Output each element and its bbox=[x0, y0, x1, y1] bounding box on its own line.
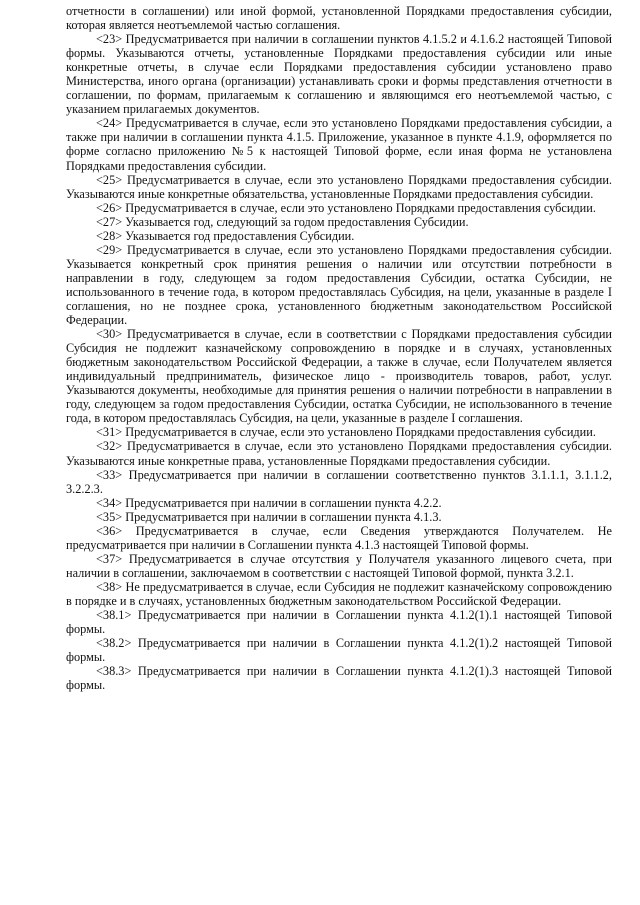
footnote-27: <27> Указывается год, следующий за годом предоставления Субсидии. bbox=[96, 214, 469, 229]
footnote-38: <38> Не предусматривается в случае, если Субсидия не подлежит казначейскому сопровождению в порядке и в случаях, установленных бюджетным законодательством Российской Федерации. bbox=[66, 579, 612, 608]
footnote-34: <34> Предусматривается при наличии в соглашении пункта 4.2.2. bbox=[96, 495, 442, 510]
footnote-26: <26> Предусматривается в случае, если это установлено Порядками предоставления субсидии. bbox=[96, 200, 596, 215]
footnote-24: <24> Предусматривается в случае, если это установлено Порядками предоставления субсидии, а также при наличии в соглашении пункта 4.1.5. Приложение, указанное в пункте 4.1.9, оформляется по форме согласно приложению №5 к настоящей Типовой форме, если иная форма не установлена Порядками предоставления субсидии. bbox=[66, 116, 612, 173]
footnote-38-3: <38.3> Предусматривается при наличии в Соглашении пункта 4.1.2(1).3 настоящей Типовой формы. bbox=[66, 664, 612, 693]
footnote-37: <37> Предусматривается в случае отсутствия у Получателя указанного лицевого счета, при наличии в соглашении, заключаемом в соответствии с настоящей Типовой формой, пункта 3.2.1. bbox=[66, 551, 612, 580]
footnote-32: <32> Предусматривается в случае, если это установлено Порядками предоставления субсидии. Указываются иные конкретные права, установленные Порядками предоставления субсидии. bbox=[66, 439, 612, 468]
footnote-31: <31> Предусматривается в случае, если это установлено Порядками предоставления субсидии. bbox=[96, 425, 596, 440]
footnote-23: <23> Предусматривается при наличии в соглашении пунктов 4.1.5.2 и 4.1.6.2 настоящей Типовой формы. Указываются отчеты, установленные Порядками предоставления субсидии или иные конкретные отчеты, в случае если Порядками предоставления субсидии установлено право Министерства, иного органа (организации) устанавливать сроки и формы представления отчетности в соглашении, по формам, прилагаемым к соглашению и являющимся его неотъемлемой частью, с указанием прилагаемых документов. bbox=[66, 32, 612, 117]
footnote-28: <28> Указывается год предоставления Субсидии. bbox=[96, 228, 355, 243]
footnote-38-1: <38.1> Предусматривается при наличии в Соглашении пункта 4.1.2(1).1 настоящей Типовой формы. bbox=[66, 608, 612, 637]
footnote-35: <35> Предусматривается при наличии в соглашении пункта 4.1.3. bbox=[96, 509, 442, 524]
footnote-29: <29> Предусматривается в случае, если это установлено Порядками предоставления субсидии. Указывается конкретный срок принятия решения о наличии или отсутствии потребности в направлении в году, следующем за годом предоставления Субсидии, остатка Субсидии, не использованного в течение года, в котором предоставлялась Субсидия, на цели, указанные в разделе I соглашения, но не позднее срока, установленного бюджетным законодательством Российской Федерации. bbox=[66, 242, 612, 328]
footnote-25: <25> Предусматривается в случае, если это установлено Порядками предоставления субсидии. Указываются иные конкретные обязательства, установленные Порядками предоставления субсидии. bbox=[66, 172, 612, 201]
paragraph-continued: отчетности в соглашении) или иной формой, установленной Порядками предоставления субсидии, которая является неотъемлемой частью соглашения. bbox=[66, 4, 612, 33]
footnote-33: <33> Предусматривается при наличии в соглашении соответственно пунктов 3.1.1.1, 3.1.1.2, 3.2.2.3. bbox=[66, 467, 612, 496]
footnote-38-2: <38.2> Предусматривается при наличии в Соглашении пункта 4.1.2(1).2 настоящей Типовой формы. bbox=[66, 636, 612, 665]
footnote-36: <36> Предусматривается в случае, если Сведения утверждаются Получателем. Не предусматривается при наличии в Соглашении пункта 4.1.3 настоящей Типовой формы. bbox=[66, 523, 612, 552]
footnote-30: <30> Предусматривается в случае, если в соответствии с Порядками предоставления субсидии Субсидия не подлежит казначейскому сопровождению в порядке и в случаях, установленных бюджетным законодательством Российской Федерации, а также в случае, если Получателем является индивидуальный предприниматель, физическое лицо - производитель товаров, работ, услуг. Указываются документы, необходимые для принятия решения о наличии потребности в направлении в году, следующем за годом предоставления Субсидии, остатка Субсидии, не использованного в течение года, в котором предоставлялась Субсидия, на цели, указанные в разделе I соглашения. bbox=[66, 327, 612, 426]
